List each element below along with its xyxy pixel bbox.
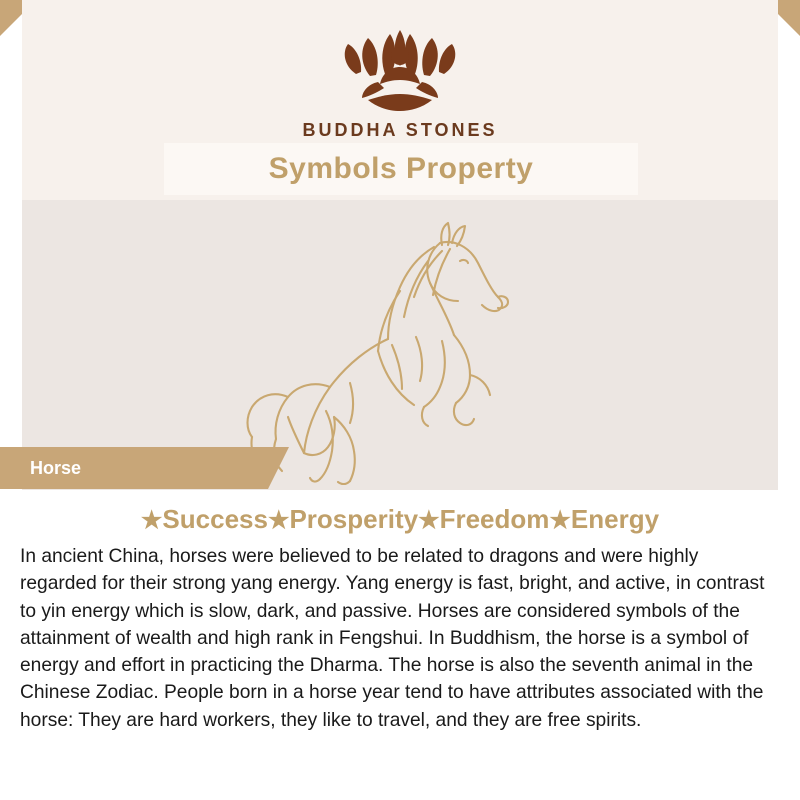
attribute-item-2: Prosperity [289, 504, 419, 534]
lotus-meditation-figure-icon [320, 22, 480, 114]
star-icon-3: ★ [418, 507, 440, 534]
star-icon-4: ★ [549, 507, 571, 534]
attribute-item-3: Freedom [439, 504, 550, 534]
brand-logo [302, 22, 497, 141]
star-icon-2: ★ [267, 507, 290, 534]
attribute-item-1: Success [162, 504, 268, 534]
star-icon-1: ★ [140, 507, 163, 534]
brand-name: BUDDHA STONES [302, 120, 498, 140]
hero-content [22, 0, 778, 141]
symbol-label: Horse [30, 457, 82, 478]
label-ribbon [0, 447, 268, 489]
rearing-horse-line-art-icon [202, 205, 602, 485]
title-banner [164, 143, 638, 195]
attribute-list [0, 504, 800, 535]
description-section [0, 490, 800, 800]
page-title: Symbols Property [268, 152, 534, 185]
description-paragraph: In ancient China, horses were believed to be related to dragons and were highly regarded for their strong yang energy. Yang energy is fast, bright, and active, in contrast to yin energy which is slow, dark, and passive. Horses are considered symbols of the attainment of wealth and high rank in Fengshui. In Buddhism, the horse is a symbol of energy and effort in practicing the Dharma. The horse is also the seventh animal in the Chinese Zodiac. People born in a horse year tend to have attributes associated with the horse: They are hard workers, they like to travel, and they are free spirits. [20, 546, 765, 731]
attribute-item-4: Energy [570, 504, 660, 534]
